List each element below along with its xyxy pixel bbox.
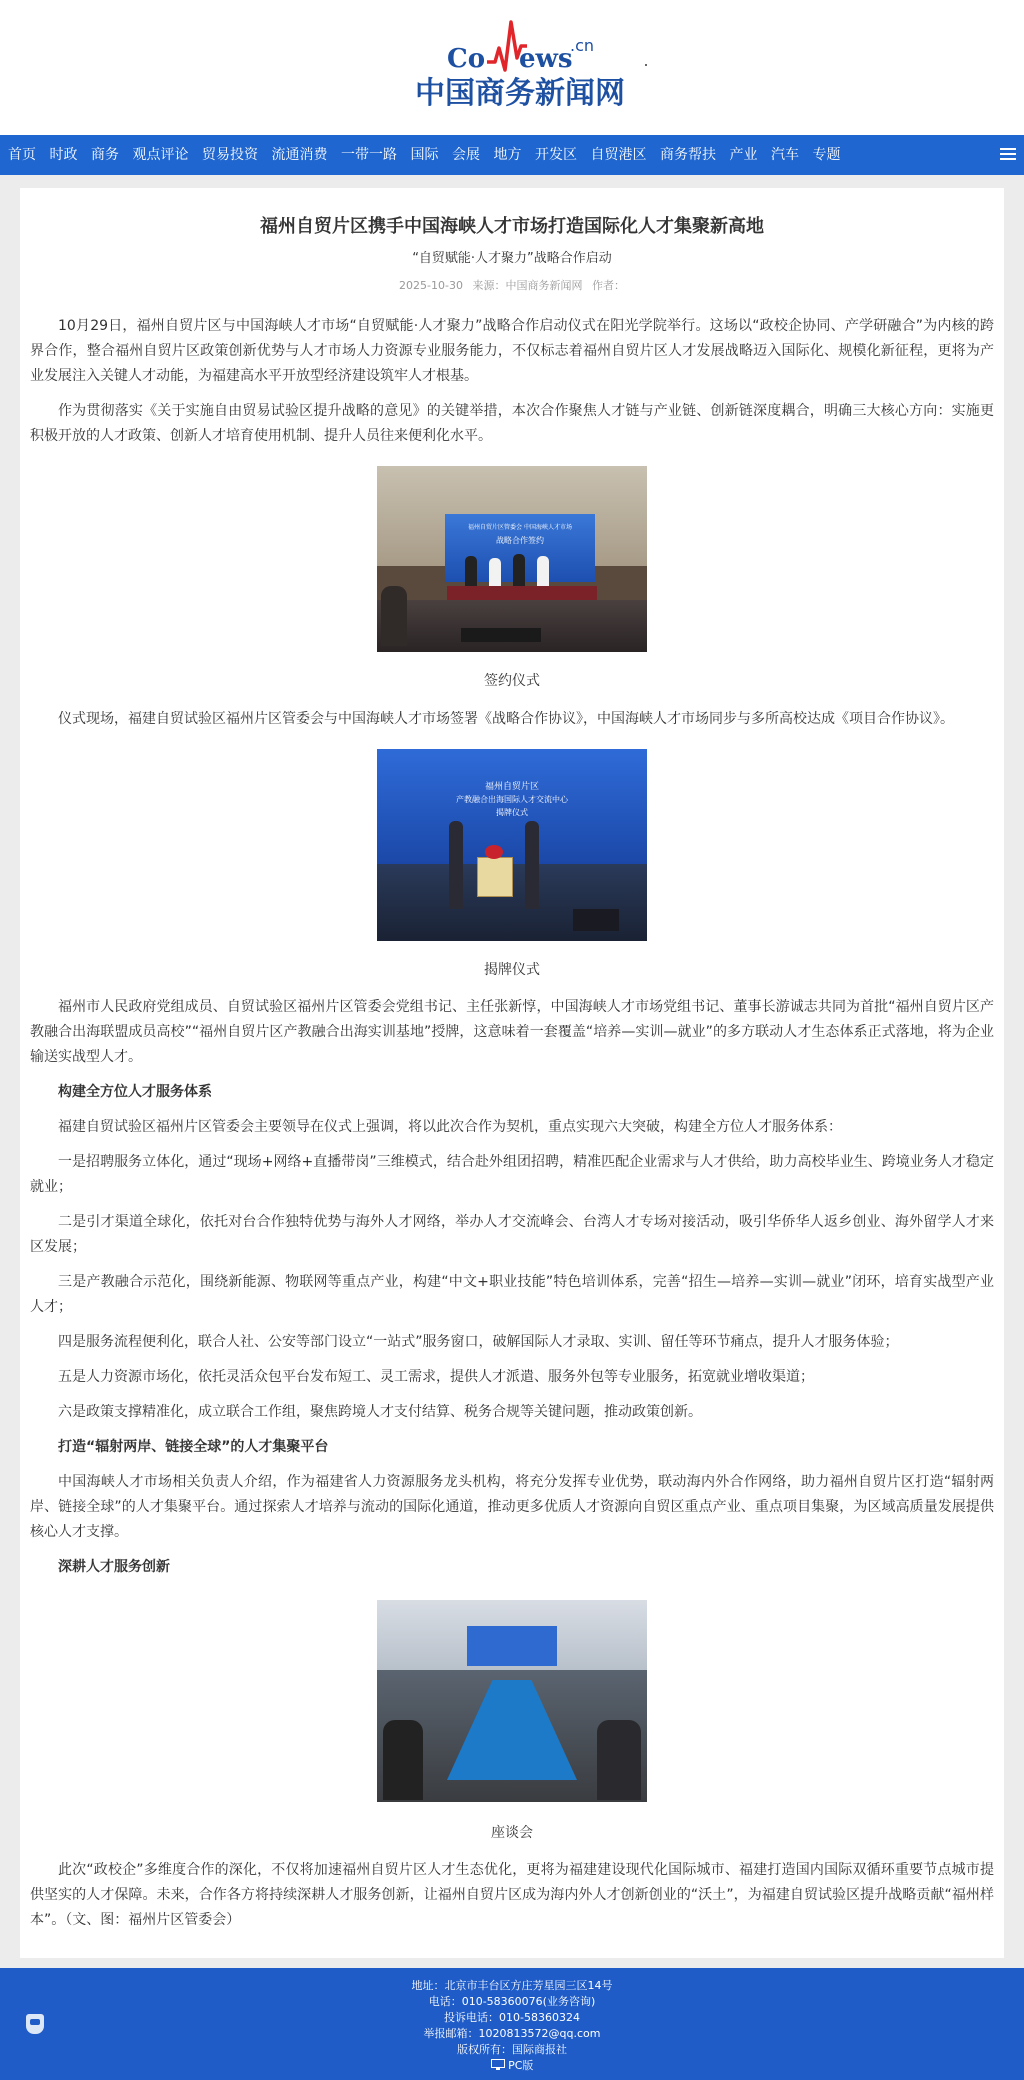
nav-item-home[interactable]: 首页 (8, 147, 36, 163)
article-author: 作者： (591, 279, 625, 292)
logo-co: Co (447, 44, 486, 74)
nav-item-consumption[interactable]: 流通消费 (271, 147, 328, 163)
footer-phone: 电话：010-58360076(业务咨询) (428, 1995, 596, 2008)
nav-item-ftz[interactable]: 自贸港区 (590, 147, 647, 163)
paragraph-3: 仪式现场，福建自贸试验区福州片区管委会与中国海峡人才市场签署《战略合作协议》，中国海峡人才市场同步与多所高校达成《项目合作协议》。 (58, 711, 954, 727)
section-heading-1: 构建全方位人才服务体系 (58, 1084, 212, 1100)
paragraph-7: 二是引才渠道全球化，依托对台合作独特优势与海外人才网络，举办人才交流峰会、台湾人才专场对接活动，吸引华侨华人返乡创业、海外留学人才来区发展； (30, 1214, 994, 1255)
nav-item-politics[interactable]: 时政 (49, 147, 78, 163)
paragraph-4: 福州市人民政府党组成员、自贸试验区福州片区管委会党组书记、主任张新惇，中国海峡人才市场党组书记、董事长游诚志共同为首批“福州自贸片区产教融合出海联盟成员高校”“福州自贸片区产教融合出海实训基地”授牌，这意味着一套覆盖“培养—实训—就业”的多方联动人才生态体系正式落地，将为企业输送实战型人才。 (30, 999, 994, 1065)
nav-item-special[interactable]: 专题 (812, 147, 841, 163)
footer-copyright: 版权所有：国际商报社 (457, 2043, 567, 2056)
nav-item-opinion[interactable]: 观点评论 (132, 147, 189, 163)
paragraph-13: 此次“政校企”多维度合作的深化，不仅将加速福州自贸片区人才生态优化，更将为福建建设现代化国际城市、福建打造国内国际双循环重要节点城市提供坚实的人才保障。未来，合作各方将持续深耕人才服务创新，让福州自贸片区成为海内外人才创新创业的“沃土”，为福建自贸试验区提升战略贡献“福州样本”。（文、图：福州片区管委会） (30, 1862, 994, 1928)
footer-complaint: 投诉电话：010-58360324 (444, 2011, 580, 2024)
nav-item-trade[interactable]: 贸易投资 (202, 147, 258, 163)
paragraph-8: 三是产教融合示范化，围绕新能源、物联网等重点产业，构建“中文+职业技能”特色培训体系，完善“招生—培养—实训—就业”闭环，培育实战型产业人才； (30, 1274, 994, 1315)
gov-badge-icon[interactable] (26, 2014, 44, 2034)
nav-item-international[interactable]: 国际 (410, 147, 439, 163)
logo-ews: ews (519, 44, 573, 74)
stage-screen: 福州自贸片区 产教融合出海国际人才交流中心 揭牌仪式 (377, 749, 647, 864)
nav-item-belt-road[interactable]: 一带一路 (341, 147, 397, 163)
caption-signing: 签约仪式 (484, 673, 540, 689)
section-heading-2: 打造“辐射两岸、链接全球”的人才集聚平台 (58, 1439, 329, 1455)
section-heading-3: 深耕人才服务创新 (58, 1559, 170, 1575)
footer-email: 举报邮箱：1020813572@qq.com (423, 2027, 601, 2040)
caption-symposium: 座谈会 (491, 1825, 533, 1841)
article-card (20, 188, 1004, 1958)
paragraph-10: 五是人力资源市场化，依托灵活众包平台发布短工、灵工需求，提供人才派遣、服务外包等专业服务，拓宽就业增收渠道； (58, 1369, 814, 1385)
main-nav (0, 135, 1024, 175)
site-footer (0, 1968, 1024, 2080)
paragraph-9: 四是服务流程便利化，联合人社、公安等部门设立“一站式”服务窗口，破解国际人才录取、实训、留任等环节痛点，提升人才服务体验； (58, 1334, 899, 1350)
caption-unveiling: 揭牌仪式 (484, 962, 540, 978)
site-logo[interactable] (415, 18, 625, 111)
stage-screen: 福州自贸片区管委会 中国海峡人才市场 战略合作签约 (445, 514, 595, 582)
nav-item-commerce[interactable]: 商务 (91, 147, 119, 163)
footer-pc-link[interactable] (0, 2058, 1024, 2074)
article-title: 福州自贸片区携手中国海峡人才市场打造国际化人才集聚新高地 (260, 216, 764, 237)
nav-item-local[interactable]: 地方 (493, 147, 522, 163)
article-date: 2025-10-30 (399, 279, 463, 292)
logo-text: 中国商务新闻网 (415, 76, 625, 111)
nav-item-dev-zone[interactable]: 开发区 (535, 147, 577, 163)
paragraph-12: 中国海峡人才市场相关负责人介绍，作为福建省人力资源服务龙头机构，将充分发挥专业优势，联动海内外合作网络，助力福州自贸片区打造“辐射两岸、链接全球”的人才集聚平台。通过探索人才培养与流动的国际化通道，推动更多优质人才资源向自贸区重点产业、重点项目集聚，为区域高质量发展提供核心人才支撑。 (30, 1474, 994, 1540)
article-source: 来源：中国商务新闻网 (472, 279, 583, 292)
footer-address: 地址：北京市丰台区方庄芳星园三区14号 (411, 1979, 613, 1992)
meeting-screen (467, 1626, 557, 1666)
paragraph-2: 作为贯彻落实《关于实施自由贸易试验区提升战略的意见》的关键举措，本次合作聚焦人才链与产业链、创新链深度耦合，明确三大核心方向：实施更积极开放的人才政策、创新人才培育使用机制、提升人员往来便利化水平。 (30, 403, 994, 444)
pc-version-label: PC版 (508, 2059, 534, 2072)
nav-item-assist[interactable]: 商务帮扶 (660, 147, 716, 163)
paragraph-5: 福建自贸试验区福州片区管委会主要领导在仪式上强调，将以此次合作为契机，重点实现六大突破，构建全方位人才服务体系： (58, 1119, 842, 1135)
article-meta (30, 278, 994, 294)
paragraph-6: 一是招聘服务立体化，通过“现场+网络+直播带岗”三维模式，结合赴外组团招聘，精准匹配企业需求与人才供给，助力高校毕业生、跨境业务人才稳定就业； (30, 1154, 994, 1195)
paragraph-1: 10月29日，福州自贸片区与中国海峡人才市场“自贸赋能·人才聚力”战略合作启动仪式在阳光学院举行。这场以“政校企协同、产学研融合”为内核的跨界合作，整合福州自贸片区政策创新优势与人才市场人力资源专业服务能力，不仅标志着福州自贸片区人才发展战略迈入国际化、规模化新征程，更将为产业发展注入关键人才动能，为福建高水平开放型经济建设筑牢人才根基。 (30, 318, 994, 384)
nav-item-auto[interactable]: 汽车 (771, 147, 799, 163)
site-header (0, 0, 1024, 135)
nav-item-exhibition[interactable]: 会展 (452, 147, 480, 163)
article-subtitle: “自贸赋能·人才聚力”战略合作启动 (412, 251, 612, 266)
nav-item-industry[interactable]: 产业 (729, 147, 758, 163)
photo-symposium (377, 1600, 647, 1802)
logo-cn: .cn (570, 36, 595, 55)
header-dot (645, 64, 647, 66)
photo-unveiling-ceremony (377, 749, 647, 941)
monitor-icon (491, 2059, 505, 2070)
photo-signing-ceremony (377, 466, 647, 652)
hamburger-icon[interactable] (1000, 148, 1016, 162)
paragraph-11: 六是政策支撑精准化，成立联合工作组，聚焦跨境人才支付结算、税务合规等关键问题，推动政策创新。 (58, 1404, 702, 1420)
